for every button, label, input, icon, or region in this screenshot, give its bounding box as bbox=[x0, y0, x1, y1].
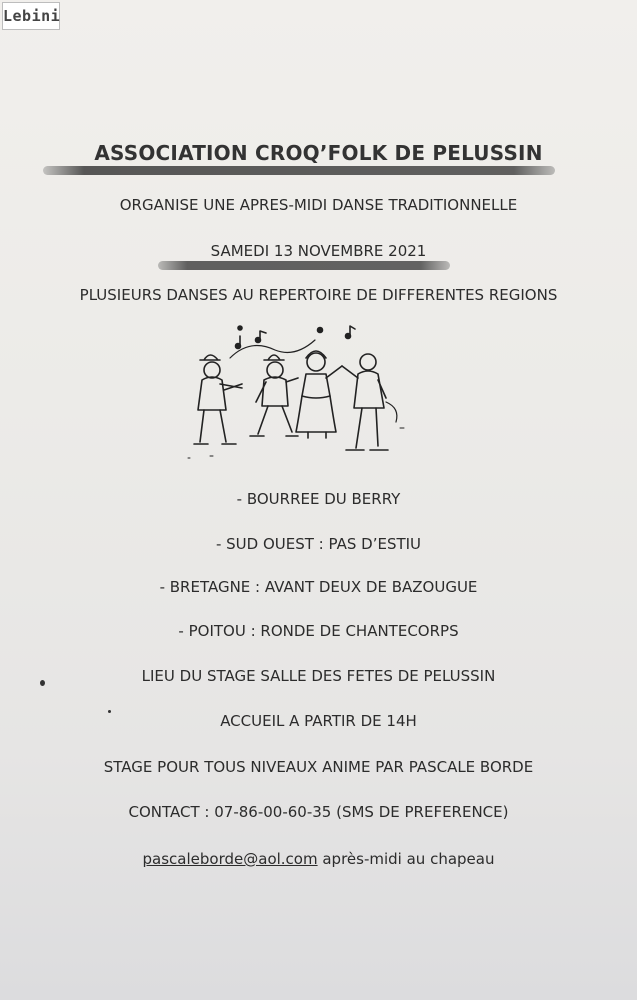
email-link[interactable]: pascaleborde@aol.com bbox=[142, 850, 318, 868]
watermark-logo: Lebini bbox=[2, 2, 60, 30]
date-underline-marker bbox=[158, 261, 450, 270]
welcome-time: ACCUEIL A PARTIR DE 14H bbox=[220, 712, 417, 730]
email-suffix: après-midi au chapeau bbox=[317, 850, 495, 868]
dance-item: - SUD OUEST : PAS D’ESTIU bbox=[215, 535, 422, 553]
poster-title: ASSOCIATION CROQ’FOLK DE PELUSSIN bbox=[94, 141, 543, 165]
folk-dancers-illustration bbox=[180, 318, 420, 468]
intro-text: PLUSIEURS DANSES AU REPERTOIRE DE DIFFERENTES REGIONS bbox=[79, 286, 558, 304]
speck bbox=[40, 680, 45, 686]
speck bbox=[108, 710, 111, 713]
dance-item: - BOURREE DU BERRY bbox=[236, 490, 401, 508]
contact-email-line bbox=[0, 850, 637, 868]
venue-text: LIEU DU STAGE SALLE DES FETES DE PELUSSIN bbox=[141, 667, 496, 685]
contact-phone: CONTACT : 07-86-00-60-35 (SMS DE PREFERENCE) bbox=[128, 803, 509, 821]
stage-info: STAGE POUR TOUS NIVEAUX ANIME PAR PASCALE BORDE bbox=[103, 758, 534, 776]
title-underline-marker bbox=[43, 166, 555, 175]
event-date: SAMEDI 13 NOVEMBRE 2021 bbox=[210, 242, 427, 260]
dance-item: - BRETAGNE : AVANT DEUX DE BAZOUGUE bbox=[159, 578, 478, 596]
poster-subtitle: ORGANISE UNE APRES-MIDI DANSE TRADITIONNELLE bbox=[119, 196, 518, 214]
dance-item: - POITOU : RONDE DE CHANTECORPS bbox=[178, 622, 459, 640]
